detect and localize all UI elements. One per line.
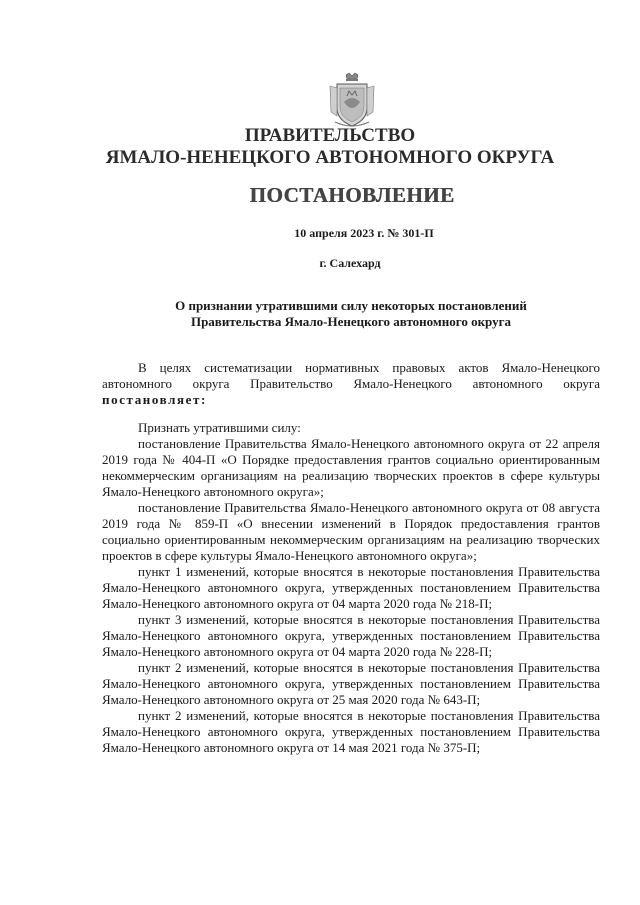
document-body — [102, 360, 600, 756]
list-item: пункт 2 изменений, которые вносятся в некоторые постановления Правительства Ямало-Ненецкого автономного округа, утвержденных постановлением Правительства Ямало-Ненецкого автономного округа от 25 мая 2020 года № 643-П; — [102, 660, 600, 707]
list-item: пункт 1 изменений, которые вносятся в некоторые постановления Правительства Ямало-Ненецкого автономного округа, утвержденных постановлением Правительства Ямало-Ненецкого автономного округа от 04 марта 2020 года № 218-П; — [102, 564, 600, 611]
city: г. Салехард — [319, 256, 381, 270]
government-title — [80, 125, 580, 169]
yanao-coat-of-arms-icon — [327, 72, 377, 130]
document-subject — [102, 298, 600, 330]
list-item: пункт 2 изменений, которые вносятся в некоторые постановления Правительства Ямало-Ненецкого автономного округа, утвержденных постановлением Правительства Ямало-Ненецкого автономного округа от 14 мая 2021 года № 375-П; — [102, 708, 600, 755]
government-line-2: ЯМАЛО-НЕНЕЦКОГО АВТОНОМНОГО ОКРУГА — [105, 147, 555, 168]
intro-text: В целях систематизации нормативных правовых актов Ямало-Ненецкого автономного округа Правительство Ямало-Ненецкого автономного округа — [102, 360, 600, 391]
list-item: постановление Правительства Ямало-Ненецкого автономного округа от 22 апреля 2019 года № 404-П «О Порядке предоставления грантов социально ориентированным некоммерческим организациям на реализацию творческих проектов в сфере культуры Ямало-Ненецкого автономного округа»; — [102, 436, 600, 499]
decrees-word: постановляет: — [102, 392, 207, 407]
list-item: пункт 3 изменений, которые вносятся в некоторые постановления Правительства Ямало-Ненецкого автономного округа, утвержденных постановлением Правительства Ямало-Ненецкого автономного округа от 04 марта 2020 года № 228-П; — [102, 612, 600, 659]
list-item: постановление Правительства Ямало-Ненецкого автономного округа от 08 августа 2019 года № 859-П «О внесении изменений в Порядок предоставления грантов социально ориентированным некоммерческим организациям на реализацию творческих проектов в сфере культуры Ямало-Ненецкого автономного округа»; — [102, 500, 600, 563]
recognize-paragraph: Признать утратившими силу: — [138, 420, 301, 435]
intro-paragraph — [102, 360, 600, 408]
document-type: ПОСТАНОВЛЕНИЕ — [249, 183, 455, 207]
subject-line-1: О признании утратившими силу некоторых постановлений — [175, 298, 527, 313]
government-line-1: ПРАВИТЕЛЬСТВО — [244, 125, 416, 146]
date-number: 10 апреля 2023 г. № 301-П — [294, 226, 434, 240]
subject-line-2: Правительства Ямало-Ненецкого автономного округа — [190, 314, 512, 329]
